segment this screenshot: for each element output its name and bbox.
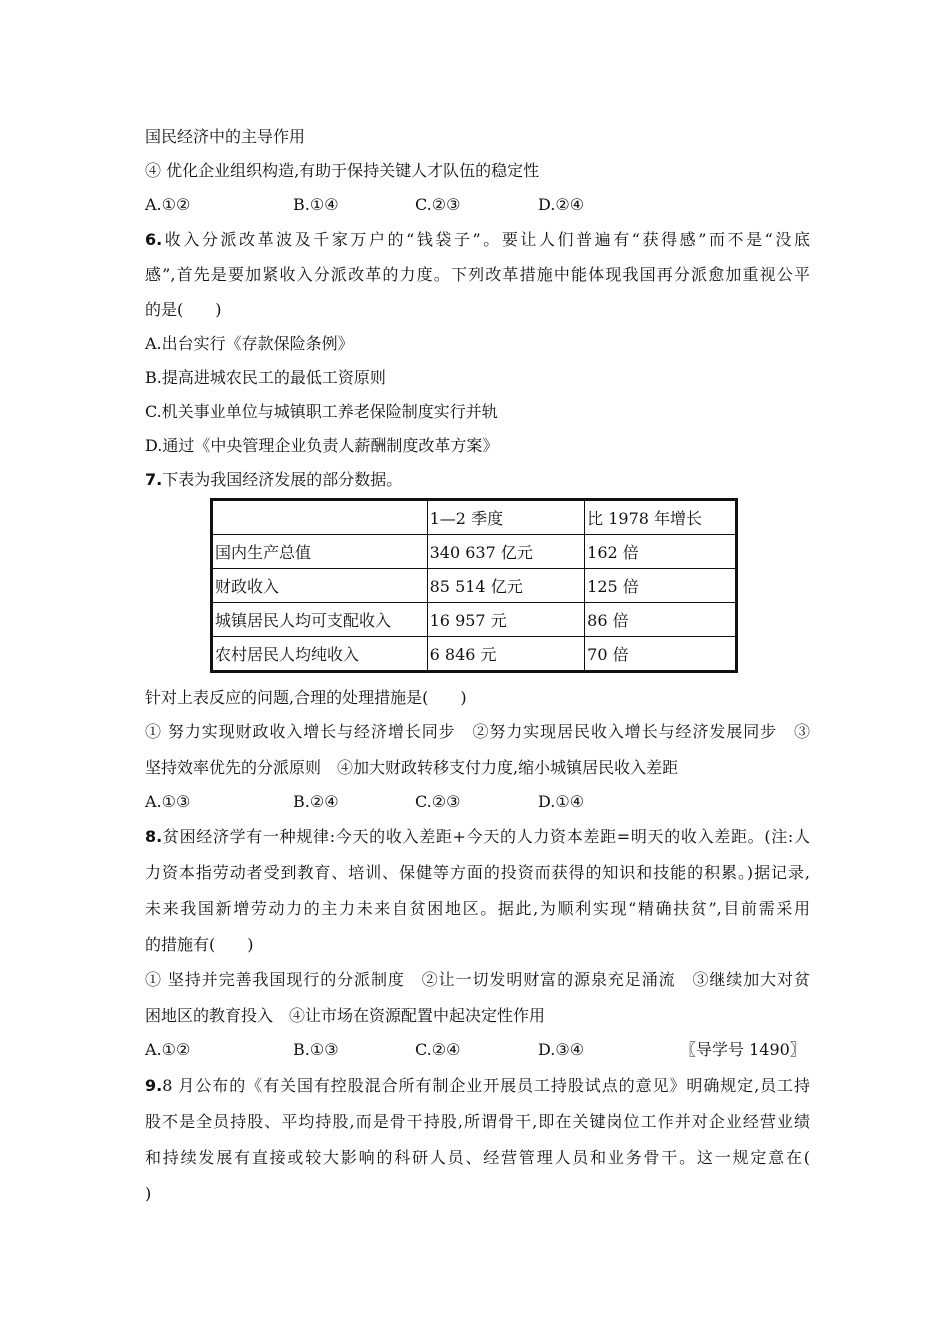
q5-statement-4: ④ 优化企业组织构造,有助于保持关键人才队伍的稳定性 xyxy=(145,161,540,180)
table-row xyxy=(212,569,737,603)
q7-text: 下表为我国经济发展的部分数据。 xyxy=(162,470,403,489)
table-cell: 6 846 元 xyxy=(427,637,585,672)
q8-stem-line-3: 未来我国新增劳动力的主力未来自贫困地区。据此,为顺利实现“精确扶贫”,目前需采用 xyxy=(145,899,810,918)
q7-options xyxy=(145,792,810,812)
q9-stem-line-2: 股不是全员持股、平均持股,而是骨干持股,所谓骨干,即在关键岗位工作并对企业经营业绩 xyxy=(145,1112,810,1131)
table-row xyxy=(212,603,737,637)
q5-option-b: B.①④ xyxy=(293,195,339,214)
table-cell: 86 倍 xyxy=(585,603,737,637)
q9-stem-line-1 xyxy=(145,1076,810,1096)
q7-option-d: D.①④ xyxy=(538,792,585,811)
table-cell: 85 514 亿元 xyxy=(427,569,585,603)
table-cell: 16 957 元 xyxy=(427,603,585,637)
q6-option-c: C.机关事业单位与城镇职工养老保险制度实行并轨 xyxy=(145,402,498,421)
table-cell: 125 倍 xyxy=(585,569,737,603)
q6-option-a: A.出台实行《存款保险条例》 xyxy=(145,334,354,353)
q8-stem-line-1 xyxy=(145,827,810,847)
q7-option-a: A.①③ xyxy=(145,792,191,811)
q6-stem-line-2: 感”,首先是要加紧收入分派改革的力度。下列改革措施中能体现我国再分派愈加重视公平 xyxy=(145,265,810,284)
q8-stem-line-4: 的措施有( ) xyxy=(145,935,254,954)
q8-option-b: B.①③ xyxy=(293,1040,339,1059)
q8-text-1: 贫困经济学有一种规律:今天的收入差距+今天的人力资本差距=明天的收入差距。(注:人 xyxy=(162,827,810,846)
q7-number: 7. xyxy=(145,470,163,489)
q5-options xyxy=(145,195,810,215)
table-cell: 162 倍 xyxy=(585,535,737,569)
q7-statements-line-2: 坚持效率优先的分派原则 ④加大财政转移支付力度,缩小城镇居民收入差距 xyxy=(145,758,679,777)
q7-statements-line-1: ① 努力实现财政收入增长与经济增长同步 ②努力实现居民收入增长与经济发展同步 ③ xyxy=(145,722,810,741)
economic-data-table xyxy=(210,498,738,673)
table-row xyxy=(212,535,737,569)
q8-number: 8. xyxy=(145,827,163,846)
q8-statements-line-1: ① 坚持并完善我国现行的分派制度 ②让一切发明财富的源泉充足涌流 ③继续加大对贫 xyxy=(145,970,810,989)
q6-text-1: 收入分派改革波及千家万户的“钱袋子”。要让人们普遍有“获得感”而不是“没底 xyxy=(162,230,810,249)
q8-options xyxy=(145,1040,810,1060)
q8-option-d: D.③④ xyxy=(538,1040,585,1059)
q5-option-a: A.①② xyxy=(145,195,191,214)
table-header-cell: 比 1978 年增长 xyxy=(585,500,737,535)
q6-stem-line-1 xyxy=(145,230,810,250)
table-row xyxy=(212,637,737,672)
table-header-cell: 1—2 季度 xyxy=(427,500,585,535)
q5-continued-line: 国民经济中的主导作用 xyxy=(145,127,306,146)
table-header-row xyxy=(212,500,737,535)
q8-statements-line-2: 困地区的教育投入 ④让市场在资源配置中起决定性作用 xyxy=(145,1006,546,1025)
table-cell: 70 倍 xyxy=(585,637,737,672)
q7-option-c: C.②③ xyxy=(415,792,461,811)
table-cell: 城镇居民人均可支配收入 xyxy=(212,603,428,637)
table-cell: 340 637 亿元 xyxy=(427,535,585,569)
q8-option-a: A.①② xyxy=(145,1040,191,1059)
q7-stem xyxy=(145,470,810,490)
q6-stem-line-3: 的是( ) xyxy=(145,300,222,319)
q5-option-c: C.②③ xyxy=(415,195,461,214)
q8-stem-line-2: 力资本指劳动者受到教育、培训、保健等方面的投资而获得的知识和技能的积累。)据记录, xyxy=(145,863,810,882)
q9-stem-line-3: 和持续发展有直接或较大影响的科研人员、经营管理人员和业务骨干。这一规定意在( xyxy=(145,1148,810,1167)
q7-question: 针对上表反应的问题,合理的处理措施是( ) xyxy=(145,688,467,707)
q9-text-1: 8 月公布的《有关国有控股混合所有制企业开展员工持股试点的意见》明确规定,员工持 xyxy=(162,1076,810,1095)
table-header-cell xyxy=(212,500,428,535)
table-cell: 农村居民人均纯收入 xyxy=(212,637,428,672)
q9-number: 9. xyxy=(145,1076,163,1095)
q5-option-d: D.②④ xyxy=(538,195,585,214)
q7-option-b: B.②④ xyxy=(293,792,339,811)
guide-reference-number: 〖导学号 1490〗 xyxy=(680,1040,806,1059)
q6-number: 6. xyxy=(145,230,163,249)
q6-option-b: B.提高进城农民工的最低工资原则 xyxy=(145,368,386,387)
q8-option-c: C.②④ xyxy=(415,1040,461,1059)
table-cell: 国内生产总值 xyxy=(212,535,428,569)
q9-stem-line-4: ) xyxy=(145,1184,152,1203)
table-cell: 财政收入 xyxy=(212,569,428,603)
q6-option-d: D.通过《中央管理企业负责人薪酬制度改革方案》 xyxy=(145,436,499,455)
